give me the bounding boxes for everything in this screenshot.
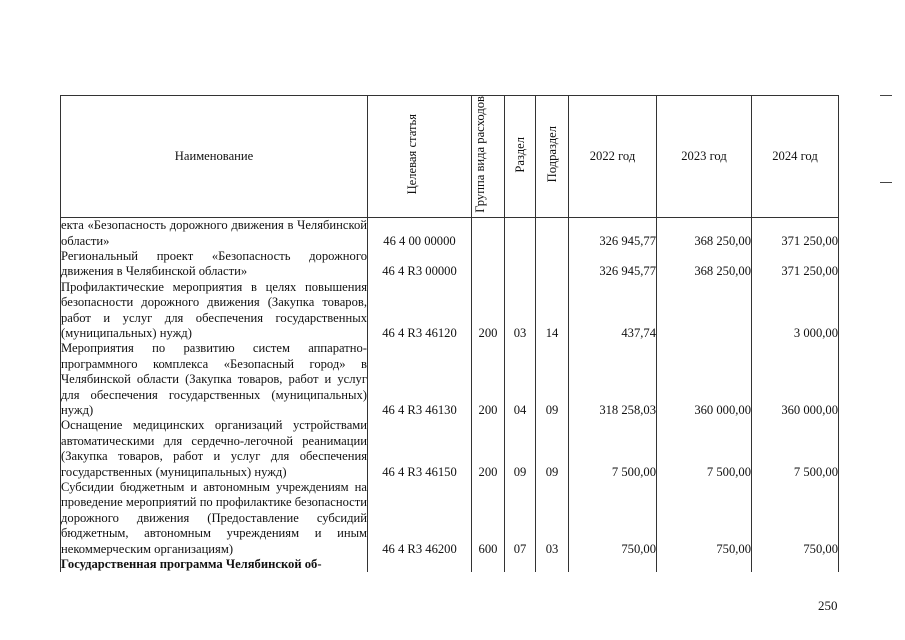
table-row [61, 418, 839, 480]
row-expense-group: 200 [472, 341, 505, 418]
row-target-article [368, 557, 472, 572]
header-year-2024: 2024 год [752, 96, 839, 218]
row-name: Государственная программа Челябинской об- [61, 557, 368, 572]
row-amount-2023: 7 500,00 [657, 418, 752, 480]
row-expense-group: 200 [472, 418, 505, 480]
row-expense-group [472, 218, 505, 249]
header-year-2023: 2023 год [657, 96, 752, 218]
row-section [505, 557, 536, 572]
row-amount-2024: 7 500,00 [752, 418, 839, 480]
row-amount-2023 [657, 280, 752, 342]
row-subsection [536, 557, 569, 572]
row-amount-2022: 437,74 [569, 280, 657, 342]
table-row [61, 280, 839, 342]
row-amount-2022: 318 258,03 [569, 341, 657, 418]
row-name: Региональный проект «Безопасность дорожного движения в Челябинской области» [61, 248, 367, 279]
margin-mark-top [880, 95, 892, 96]
row-expense-group: 200 [472, 280, 505, 342]
row-expense-group: 600 [472, 480, 505, 557]
row-name: Профилактические мероприятия в целях повышения безопасности дорожного движения (Закупка товаров, работ и услуг для обеспечения государственных (муниципальных) нужд) [61, 279, 367, 340]
row-subsection: 09 [536, 418, 569, 480]
row-amount-2023: 750,00 [657, 480, 752, 557]
row-name: Мероприятия по развитию систем аппаратно-программного комплекса «Безопасный город» в Челябинской области (Закупка товаров, работ и услуг для обеспечения государственных (муниципальных) нужд) [61, 341, 367, 417]
row-name: екта «Безопасность дорожного движения в Челябинской области» [61, 218, 367, 248]
budget-table [60, 95, 839, 572]
header-target-article: Целевая статья [368, 96, 472, 218]
table-row [61, 218, 839, 249]
row-amount-2024 [752, 557, 839, 572]
row-subsection: 09 [536, 341, 569, 418]
table-row [61, 557, 839, 572]
row-amount-2022 [569, 557, 657, 572]
header-section: Раздел [505, 96, 536, 218]
margin-mark-bottom [880, 182, 892, 183]
row-amount-2022: 326 945,77 [569, 218, 657, 249]
row-target-article: 46 4 R3 46200 [368, 480, 472, 557]
row-section: 09 [505, 418, 536, 480]
row-subsection [536, 218, 569, 249]
row-amount-2022: 7 500,00 [569, 418, 657, 480]
row-amount-2024: 371 250,00 [752, 218, 839, 249]
row-amount-2022: 326 945,77 [569, 249, 657, 280]
row-section: 07 [505, 480, 536, 557]
row-target-article: 46 4 R3 00000 [368, 249, 472, 280]
row-amount-2024: 3 000,00 [752, 280, 839, 342]
table-row [61, 249, 839, 280]
row-subsection: 14 [536, 280, 569, 342]
row-amount-2023: 368 250,00 [657, 249, 752, 280]
table-header-row [61, 96, 839, 218]
row-amount-2023 [657, 557, 752, 572]
row-expense-group [472, 249, 505, 280]
row-amount-2023: 360 000,00 [657, 341, 752, 418]
row-amount-2023: 368 250,00 [657, 218, 752, 249]
row-target-article: 46 4 R3 46150 [368, 418, 472, 480]
row-section: 04 [505, 341, 536, 418]
row-subsection [536, 249, 569, 280]
row-target-article: 46 4 00 00000 [368, 218, 472, 249]
header-expense-group: Группа вида расходов [472, 96, 505, 218]
row-amount-2024: 371 250,00 [752, 249, 839, 280]
row-target-article: 46 4 R3 46130 [368, 341, 472, 418]
header-name: Наименование [61, 96, 368, 218]
page-number: 250 [818, 598, 838, 613]
row-amount-2024: 360 000,00 [752, 341, 839, 418]
row-section [505, 218, 536, 249]
row-expense-group [472, 557, 505, 572]
row-amount-2024: 750,00 [752, 480, 839, 557]
row-section [505, 249, 536, 280]
table-row [61, 341, 839, 418]
row-section: 03 [505, 280, 536, 342]
header-subsection: Подраздел [536, 96, 569, 218]
table-row [61, 480, 839, 557]
row-amount-2022: 750,00 [569, 480, 657, 557]
row-name: Субсидии бюджетным и автономным учреждениям на проведение мероприятий по профилактике безопасности дорожного движения (Предоставление субсидий бюджетным, автономным учреждениям и иным некоммерческим организациям) [61, 480, 368, 556]
row-name: Оснащение медицинских организаций устройствами автоматическими для сердечно-легочной реанимации (Закупка товаров, работ и услуг для обеспечения государственных (муниципальных) нужд) [61, 418, 367, 479]
row-subsection: 03 [536, 480, 569, 557]
header-year-2022: 2022 год [569, 96, 657, 218]
row-target-article: 46 4 R3 46120 [368, 280, 472, 342]
